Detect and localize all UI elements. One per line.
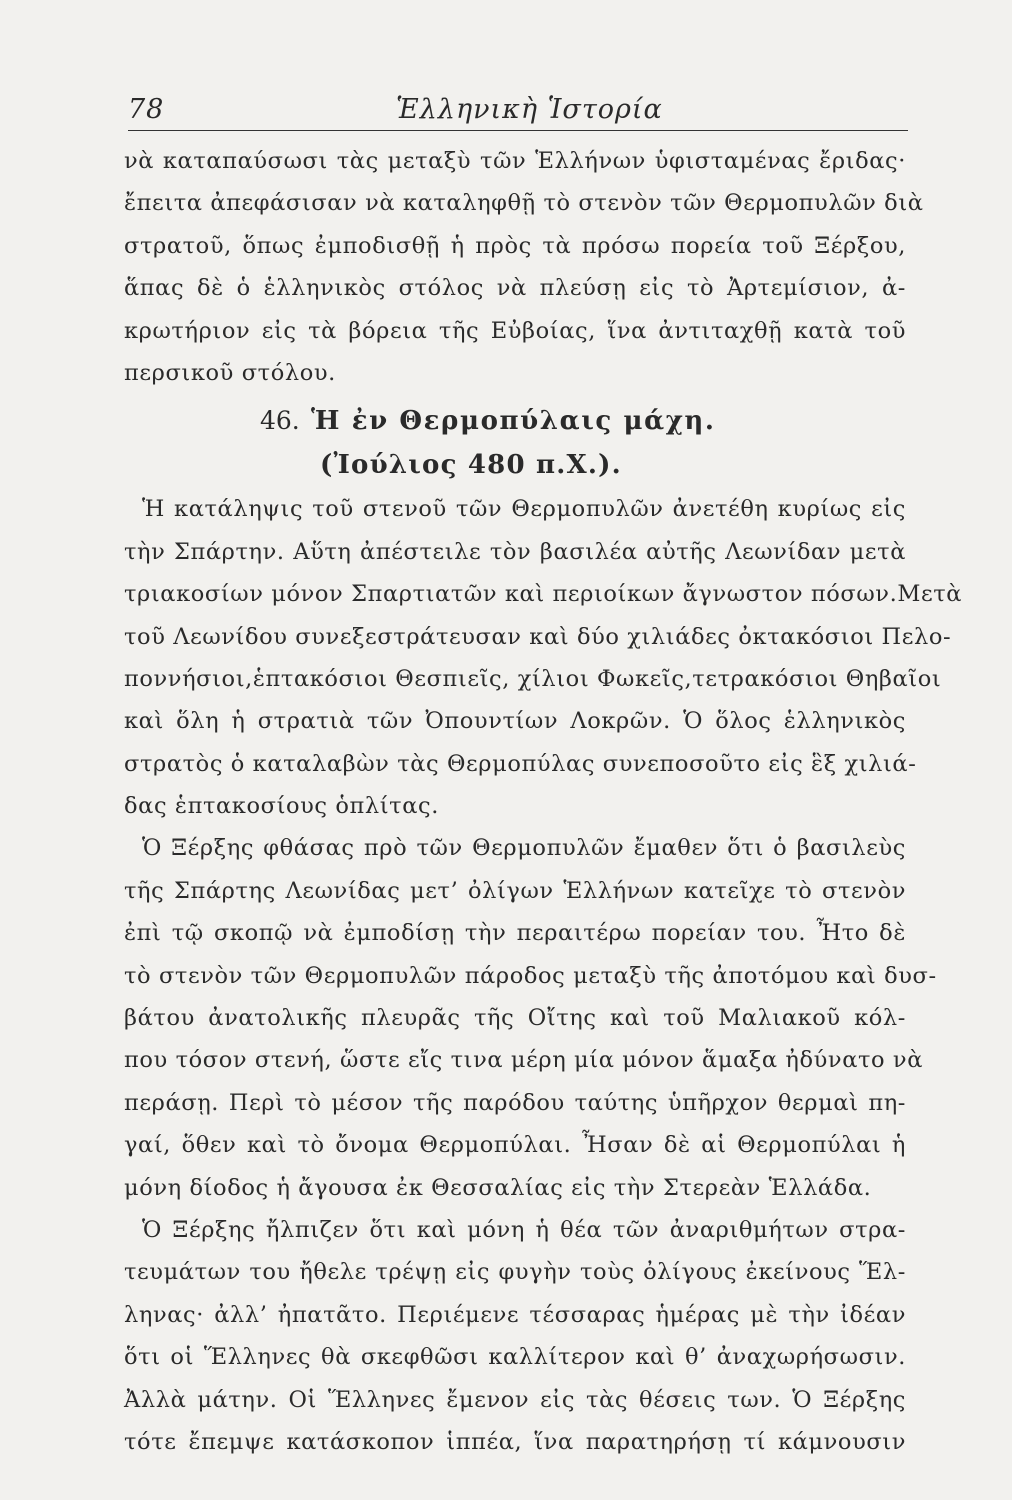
text-line: περάσῃ. Περὶ τὸ μέσον τῆς παρόδου ταύτης ὑπῆρχον θερμαὶ πη- xyxy=(124,1089,906,1116)
text-line: δας ἑπτακοσίους ὁπλίτας. xyxy=(124,793,439,820)
text-line: νὰ καταπαύσωσι τὰς μεταξὺ τῶν Ἑλλήνων ὑφισταμένας ἔριδας· xyxy=(124,148,906,174)
text-line: τοῦ Λεωνίδου συνεξεστράτευσαν καὶ δύο χιλιάδες ὀκτακόσιοι Πελο- xyxy=(124,623,952,650)
text-line: περσικοῦ στόλου. xyxy=(124,359,336,386)
section-heading xyxy=(124,400,906,442)
text-line: ληνας· ἀλλ’ ἠπατᾶτο. Περιέμενε τέσσαρας ἡμέρας μὲ τὴν ἰδέαν xyxy=(124,1301,906,1328)
paragraph xyxy=(124,488,963,827)
text-line: ἔπειτα ἀπεφάσισαν νὰ καταληφθῇ τὸ στενὸν τῶν Θερμοπυλῶν διὰ xyxy=(124,190,924,217)
section-number: 46. xyxy=(260,406,300,436)
paragraph xyxy=(124,1209,906,1463)
text-line: τριακοσίων μόνον Σπαρτιατῶν καὶ περιοίκων ἄγνωστον πόσων.Μετὰ xyxy=(124,581,963,608)
page-header xyxy=(128,92,908,131)
text-line: τὴν Σπάρτην. Αὕτη ἀπέστειλε τὸν βασιλέα αὐτῆς Λεωνίδαν μετὰ xyxy=(124,538,906,565)
page-body xyxy=(124,140,963,1463)
text-line: κρωτήριον εἰς τὰ βόρεια τῆς Εὐβοίας, ἵνα ἀντιταχθῇ κατὰ τοῦ xyxy=(124,317,906,344)
text-line: τότε ἔπεμψε κατάσκοπον ἱππέα, ἵνα παρατηρήσῃ τί κάμνουσιν xyxy=(124,1428,906,1455)
text-line: ἅπας δὲ ὁ ἑλληνικὸς στόλος νὰ πλεύσῃ εἰς τὸ Ἀρτεμίσιον, ἀ- xyxy=(124,275,906,302)
text-line: ἐπὶ τῷ σκοπῷ νὰ ἐμποδίσῃ τὴν περαιτέρω πορείαν του. Ἦτο δὲ xyxy=(124,920,906,947)
text-line: στρατὸς ὁ καταλαβὼν τὰς Θερμοπύλας συνεποσοῦτο εἰς ἓξ χιλιά- xyxy=(124,750,917,777)
paragraph xyxy=(124,827,937,1209)
text-line: ὅτι οἱ Ἕλληνες θὰ σκεφθῶσι καλλίτερον καὶ θ’ ἀναχωρήσωσιν. xyxy=(124,1344,906,1371)
text-line: μόνη δίοδος ἡ ἄγουσα ἐκ Θεσσαλίας εἰς τὴν Στερεὰν Ἑλλάδα. xyxy=(124,1174,872,1201)
text-line: Ὁ Ξέρξης φθάσας πρὸ τῶν Θερμοπυλῶν ἔμαθεν ὅτι ὁ βασιλεὺς xyxy=(142,835,906,862)
text-line: στρατοῦ, ὅπως ἐμποδισθῇ ἡ πρὸς τὰ πρόσω πορεία τοῦ Ξέρξου, xyxy=(124,232,906,259)
text-line: γαί, ὅθεν καὶ τὸ ὄνομα Θερμοπύλαι. Ἦσαν δὲ αἱ Θερμοπύλαι ἡ xyxy=(124,1132,906,1159)
text-line: βάτου ἀνατολικῆς πλευρᾶς τῆς Οἴτης καὶ τοῦ Μαλιακοῦ κόλ- xyxy=(124,1005,906,1032)
text-line: τευμάτων του ἤθελε τρέψῃ εἰς φυγὴν τοὺς ὀλίγους ἐκείνους Ἕλ- xyxy=(124,1259,906,1286)
section-title: Ἡ ἐν Θερμοπύλαις μάχη. xyxy=(311,406,716,437)
text-line: τῆς Σπάρτης Λεωνίδας μετ’ ὀλίγων Ἑλλήνων κατεῖχε τὸ στενὸν xyxy=(124,877,906,904)
text-line: τὸ στενὸν τῶν Θερμοπυλῶν πάροδος μεταξὺ τῆς ἀποτόμου καὶ δυσ- xyxy=(124,962,937,989)
text-line: Ὁ Ξέρξης ἤλπιζεν ὅτι καὶ μόνη ἡ θέα τῶν ἀναριθμήτων στρα- xyxy=(142,1216,906,1243)
section-subheading xyxy=(124,442,906,488)
text-line: που τόσον στενή, ὥστε εἴς τινα μέρη μία μόνον ἅμαξα ἠδύνατο νὰ xyxy=(124,1047,924,1074)
running-title: Ἑλληνικὴ Ἱστορία xyxy=(396,94,663,125)
text-line: καὶ ὅλη ἡ στρατιὰ τῶν Ὀπουντίων Λοκρῶν. Ὁ ὅλος ἑλληνικὸς xyxy=(124,708,906,735)
page-number: 78 xyxy=(128,94,165,125)
text-line: Ἡ κατάληψις τοῦ στενοῦ τῶν Θερμοπυλῶν ἀνετέθη κυρίως εἰς xyxy=(142,496,906,523)
paragraph xyxy=(124,140,924,394)
text-line: ποννήσιοι,ἑπτακόσιοι Θεσπιεῖς, χίλιοι Φωκεῖς,τετρακόσιοι Θηβαῖοι xyxy=(124,665,942,692)
section-date: (Ἰούλιος 480 π.Χ.). xyxy=(320,450,622,481)
text-line: Ἀλλὰ μάτην. Οἱ Ἕλληνες ἔμενον εἰς τὰς θέσεις των. Ὁ Ξέρξης xyxy=(124,1386,906,1413)
